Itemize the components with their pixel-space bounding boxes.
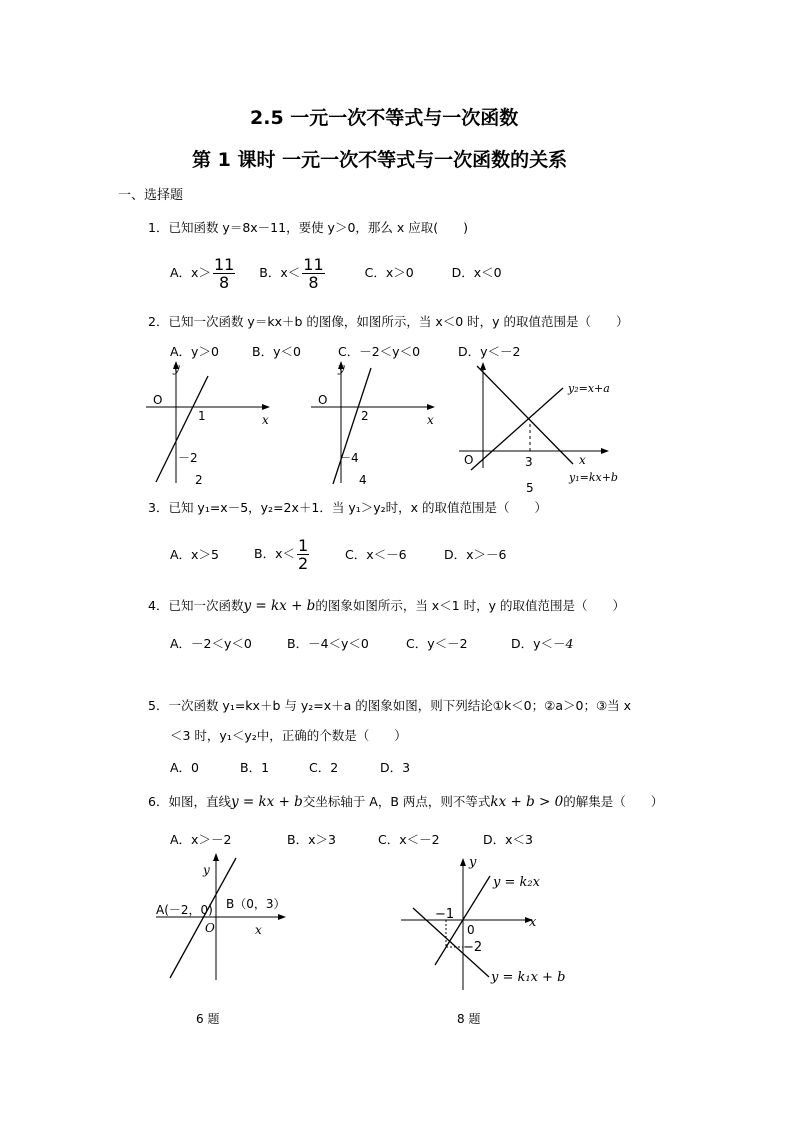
q4-option-d: D．y＜－4: [511, 636, 574, 651]
fig3-caption: 5: [526, 481, 534, 495]
q5-option-b: B．1: [240, 760, 270, 775]
fig3-x-label: x: [579, 453, 586, 467]
q1-option-d: D．x＜0: [451, 265, 502, 280]
q6-option-d: D．x＜3: [483, 832, 533, 847]
q2-option-a: A．y＞0: [170, 344, 219, 359]
fig2-caption: 4: [359, 473, 367, 487]
fig6-point-b: B（0，3）: [226, 897, 286, 911]
q2-option-c: C．－2＜y＜0: [338, 344, 421, 359]
fig2-y-label: y: [338, 361, 345, 375]
fig8-line-k1: y = k₁x + b: [491, 970, 566, 985]
figure-6: [150, 850, 320, 1035]
fig6-y-label: y: [203, 863, 210, 877]
q6-option-a: A．x＞－2: [170, 832, 232, 847]
q2-figure-2: [305, 358, 445, 488]
fig8-y-label: y: [469, 855, 477, 870]
fig1-y-label: y: [173, 361, 180, 375]
fig1-y-intercept: －2: [178, 451, 198, 465]
section-heading: 一、选择题: [118, 188, 184, 203]
q1-fraction-b: $\frac{11}{8}$: [303, 255, 324, 292]
q4-option-b: B．－4＜y＜0: [287, 636, 369, 651]
q1-options: [170, 254, 502, 292]
q3-fraction-b: $\frac{1}{2}$: [297, 536, 309, 573]
fig2-y-intercept: －4: [339, 451, 359, 465]
fig3-origin: O: [464, 453, 474, 467]
q2-stem: 2．已知一次函数 y＝kx＋b 的图像，如图所示，当 x＜0 时，y 的取值范围是（ ）: [148, 314, 629, 329]
fig6-x-label: x: [255, 923, 262, 937]
fig3-line-y2: y₂=x+a: [568, 382, 610, 395]
fig1-x-label: x: [262, 413, 269, 427]
q5-option-a: A．0: [170, 760, 200, 775]
q6-option-c: C．x＜－2: [378, 832, 440, 847]
fig8-line-k2: y = k₂x: [493, 875, 540, 890]
q3-option-b: B．x＜ $\frac{1}{2}$: [254, 536, 309, 573]
q1-stem: 1．已知函数 y＝8x－11，要使 y＞0，那么 x 应取( ): [148, 220, 469, 235]
q4-option-a: A．－2＜y＜0: [170, 636, 252, 651]
q3-option-a: A．x＞5: [170, 547, 219, 562]
figure-8: [395, 850, 595, 1035]
fig8-x-label: x: [529, 915, 537, 930]
q1-fraction-a: $\frac{11}{8}$: [213, 255, 235, 292]
q4-option-c: C．y＜－2: [406, 636, 468, 651]
fig3-x-mark: 3: [525, 455, 533, 469]
fig3-line-y1: y₁=kx+b: [569, 471, 618, 484]
fig1-caption: 2: [195, 473, 203, 487]
q4-math: y = kx + b: [243, 598, 316, 614]
q5-line-2: ＜3 时，y₁＜y₂中，正确的个数是（ ）: [170, 728, 407, 743]
q2-option-d: D．y＜－2: [458, 344, 521, 359]
page-subtitle: 第 1 课时 一元一次不等式与一次函数的关系: [192, 149, 568, 171]
fig6-point-a: A(－2，0): [156, 903, 213, 917]
q3-option-c: C．x＜－6: [345, 547, 407, 562]
q1-option-b: B．x＜: [259, 265, 301, 280]
fig2-x-label: x: [427, 413, 434, 427]
q6-stem: 6．如图，直线y = kx + b交坐标轴于 A，B 两点，则不等式kx + b > 0的解集是（ ）: [148, 794, 664, 810]
q2-figure-3: [455, 358, 625, 498]
fig8-minus-one: −1: [435, 907, 455, 922]
q5-option-c: C．2: [309, 760, 339, 775]
q4-stem: 4．已知一次函数y = kx + b的图象如图所示，当 x＜1 时，y 的取值范围是（ ）: [148, 598, 625, 614]
q2-option-b: B．y＜0: [252, 344, 301, 359]
fig2-origin: O: [318, 393, 328, 407]
q5-option-d: D．3: [380, 760, 411, 775]
fig8-caption: 8 题: [457, 1012, 481, 1026]
q6-option-b: B．x＞3: [287, 832, 336, 847]
q1-option-c: C．x＞0: [364, 265, 414, 280]
q5-line-1: 5．一次函数 y₁=kx＋b 与 y₂=x＋a 的图象如图，则下列结论①k＜0；②a＞0；③当 x: [148, 698, 632, 713]
q2-figure-1: [140, 358, 280, 488]
fig6-origin: O: [205, 921, 215, 935]
fig2-x-intercept: 2: [361, 409, 369, 423]
fig1-origin: O: [153, 393, 163, 407]
fig8-zero: 0: [467, 923, 475, 937]
fig1-x-intercept: 1: [198, 409, 206, 423]
fig8-minus-two: −2: [463, 940, 483, 955]
fig6-caption: 6 题: [196, 1012, 220, 1026]
q3-option-d: D．x＞－6: [444, 547, 507, 562]
page-title: 2.5 一元一次不等式与一次函数: [250, 107, 519, 129]
q3-stem: 3．已知 y₁=x－5，y₂=2x＋1．当 y₁＞y₂时，x 的取值范围是（ ）: [148, 500, 548, 515]
q1-option-a: A．x＞: [170, 265, 211, 280]
